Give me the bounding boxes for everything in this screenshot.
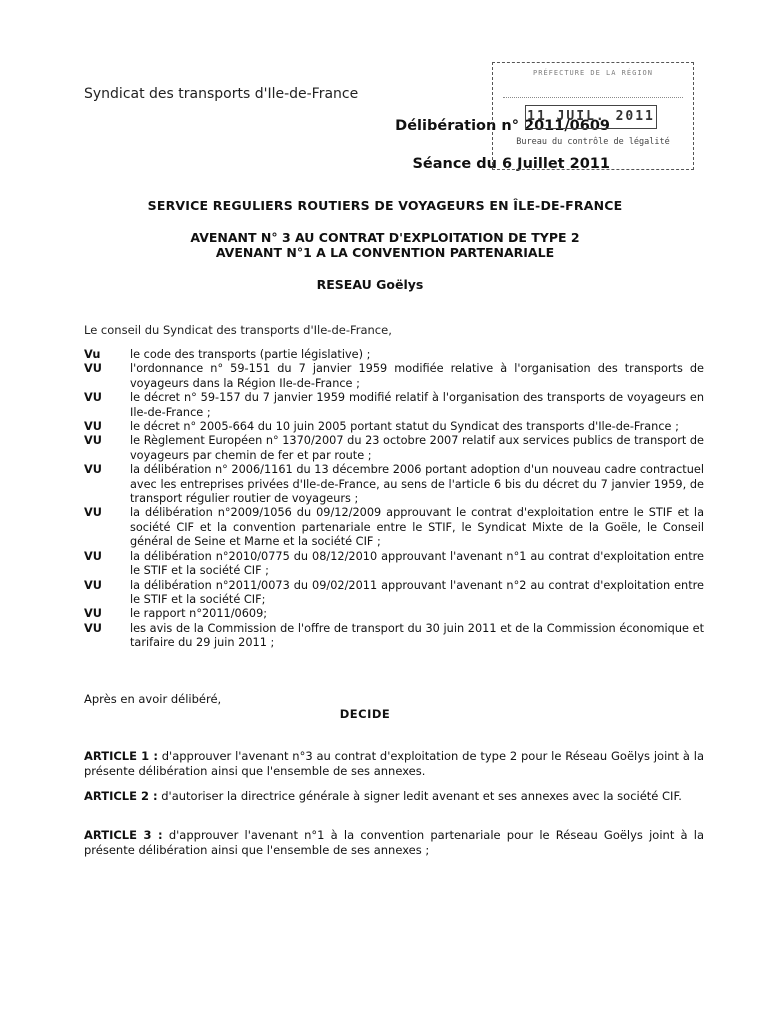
- article-text: d'approuver l'avenant n°3 au contrat d'exploitation de type 2 pour le Réseau Goëlys joint à la présente délibération ainsi que l'ensemble de ses annexes.: [84, 749, 704, 778]
- reception-stamp: [492, 62, 694, 170]
- vu-key: VU: [84, 621, 102, 635]
- vu-text: la délibération n°2011/0073 du 09/02/2011 approuvant l'avenant n°2 au contrat d'exploitation entre le STIF et la société CIF;: [130, 578, 704, 606]
- vu-text: les avis de la Commission de l'offre de transport du 30 juin 2011 et de la Commission économique et tarifaire du 29 juin 2011 ;: [130, 621, 704, 650]
- vu-text: la délibération n°2009/1056 du 09/12/2009 approuvant le contrat d'exploitation entre le STIF et la société CIF et la convention partenariale entre le STIF, le Syndicat Mixte de la Goële, le Conseil général de Seine et Marne et la société CIF ;: [130, 506, 704, 549]
- article-key: ARTICLE 2 :: [84, 789, 158, 803]
- stamp-top-text: PRÉFECTURE DE LA RÉGION: [503, 69, 683, 98]
- vu-item: [84, 362, 704, 391]
- vu-key: VU: [84, 607, 102, 621]
- article-text: d'approuver l'avenant n°1 à la convention partenariale pour le Réseau Goëlys joint à la présente délibération ainsi que l'ensemble de ses annexes ;: [84, 828, 704, 857]
- vu-list: [84, 348, 704, 651]
- stamp-date: 11 JUIL. 2011: [525, 105, 657, 129]
- vu-item: [84, 622, 704, 651]
- intro-paragraph: Le conseil du Syndicat des transports d'Ile-de-France,: [84, 323, 392, 337]
- vu-text: le code des transports (partie législative) ;: [130, 348, 371, 361]
- deliberation-number: Délibération n° 2011/0609: [395, 118, 610, 134]
- vu-item: [84, 463, 704, 506]
- article-text: d'autoriser la directrice générale à signer ledit avenant et ses annexes avec la société CIF.: [157, 789, 682, 803]
- avenant-contrat-title: AVENANT N° 3 AU CONTRAT D'EXPLOITATION DE TYPE 2: [190, 230, 580, 245]
- vu-key: VU: [84, 549, 102, 563]
- article-3: [84, 828, 704, 857]
- vu-item: [84, 506, 704, 549]
- vu-key: Vu: [84, 348, 101, 361]
- vu-key: VU: [84, 362, 102, 376]
- vu-item: [84, 579, 704, 608]
- vu-text: le décret n° 59-157 du 7 janvier 1959 modifié relatif à l'organisation des transports de voyageurs en Ile-de-France ;: [130, 391, 704, 419]
- vu-text: l'ordonnance n° 59-151 du 7 janvier 1959 modifiée relative à l'organisation des transports de voyageurs dans la Région Ile-de-France ;: [130, 362, 704, 390]
- article-1: [84, 749, 704, 778]
- decide-heading: DECIDE: [339, 707, 391, 721]
- vu-item: [84, 348, 704, 362]
- article-2: [84, 789, 704, 804]
- seance-date: Séance du 6 Juillet 2011: [412, 156, 610, 172]
- vu-text: le décret n° 2005-664 du 10 juin 2005 portant statut du Syndicat des transports d'Ile-de-France ;: [130, 420, 679, 434]
- reseau-title: RESEAU Goëlys: [316, 277, 424, 292]
- apres-deliberation: Après en avoir délibéré,: [84, 692, 222, 706]
- vu-text: le rapport n°2011/0609;: [130, 607, 268, 621]
- vu-item: [84, 420, 704, 434]
- vu-key: VU: [84, 434, 102, 448]
- organisation-name: Syndicat des transports d'Ile-de-France: [84, 86, 359, 102]
- vu-text: la délibération n°2010/0775 du 08/12/2010 approuvant l'avenant n°1 au contrat d'exploitation entre le STIF et la société CIF ;: [130, 549, 704, 578]
- vu-key: VU: [84, 420, 102, 434]
- vu-text: le Règlement Européen n° 1370/2007 du 23 octobre 2007 relatif aux services publics de transport de voyageurs par chemin de fer et par route ;: [130, 434, 704, 462]
- avenant-convention-title: AVENANT N°1 A LA CONVENTION PARTENARIALE: [215, 245, 555, 260]
- vu-text: la délibération n° 2006/1161 du 13 décembre 2006 portant adoption d'un nouveau cadre contractuel avec les entreprises privées d'Ile-de-France, au sens de l'article 6 bis du décret du 7 janvier 1959, de transport régulier routier de voyageurs ;: [130, 463, 704, 506]
- article-key: ARTICLE 3 :: [84, 828, 163, 842]
- vu-item: [84, 434, 704, 463]
- vu-key: VU: [84, 578, 102, 592]
- vu-item: [84, 550, 704, 579]
- article-key: ARTICLE 1 :: [84, 749, 158, 763]
- vu-key: VU: [84, 391, 102, 405]
- vu-item: [84, 607, 704, 621]
- vu-key: VU: [84, 463, 102, 477]
- document-title: SERVICE REGULIERS ROUTIERS DE VOYAGEURS EN ÎLE-DE-FRANCE: [147, 198, 623, 213]
- stamp-bottom-text: Bureau du contrôle de légalité: [516, 137, 670, 147]
- vu-key: VU: [84, 506, 102, 520]
- vu-item: [84, 391, 704, 420]
